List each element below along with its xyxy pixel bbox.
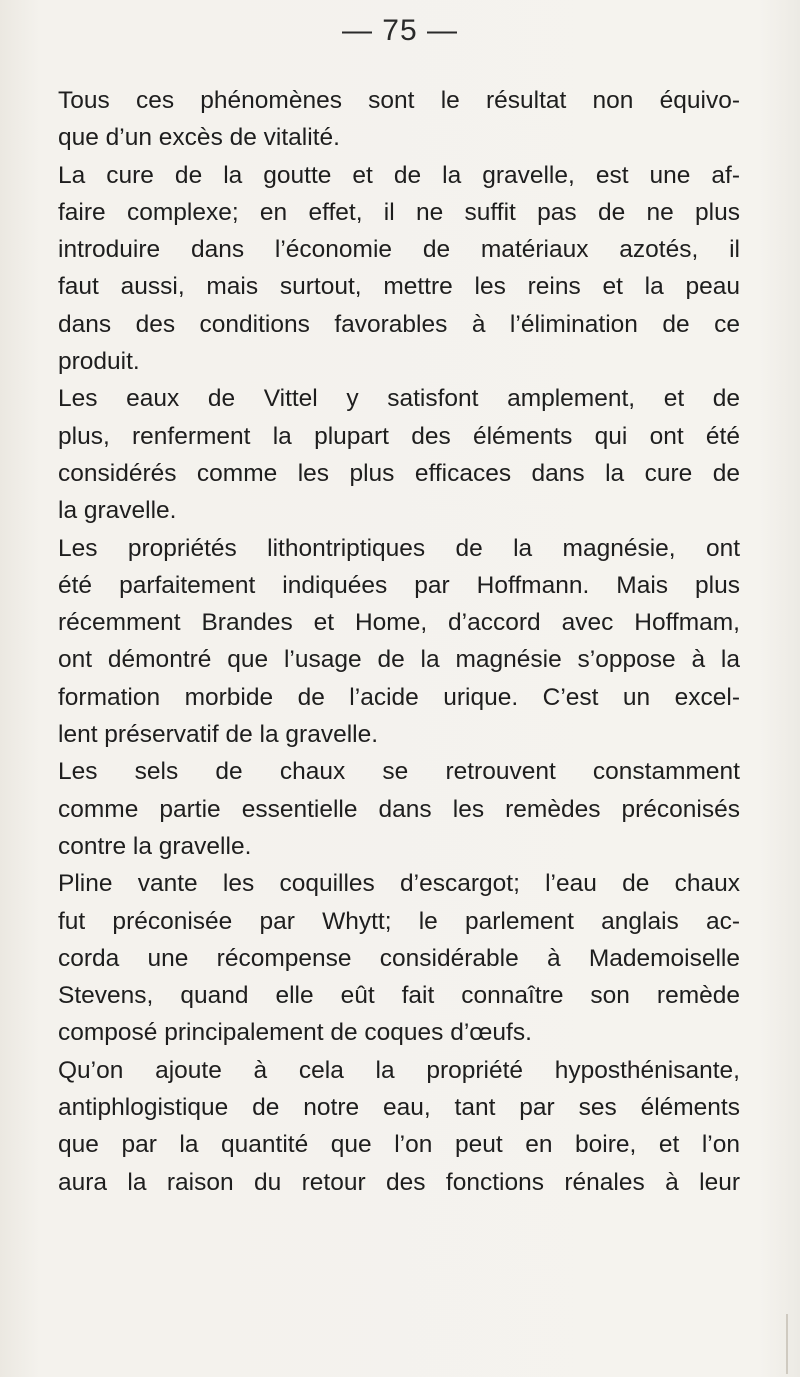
text-line: corda une récompense considérable à Mademoiselle: [58, 944, 740, 972]
text-line: formation morbide de l’acide urique. C’est un excel-: [58, 683, 740, 711]
text-line: contre la gravelle.: [58, 832, 252, 860]
paragraph: [58, 82, 740, 157]
text-line: dans des conditions favorables à l’élimination de ce: [58, 310, 740, 338]
text-line: considérés comme les plus efficaces dans la cure de: [58, 459, 740, 487]
text-line: Les propriétés lithontriptiques de la magnésie, ont: [58, 534, 740, 562]
text-line: aura la raison du retour des fonctions rénales à leur: [58, 1168, 740, 1196]
paragraph: [58, 530, 740, 754]
text-line: plus, renferment la plupart des éléments qui ont été: [58, 422, 740, 450]
page-body: [58, 82, 740, 1201]
text-line: Les eaux de Vittel y satisfont amplement, et de: [58, 385, 740, 413]
text-line: composé principalement de coques d’œufs.: [58, 1019, 532, 1047]
page-number: — 75 —: [341, 14, 459, 47]
paragraph: [58, 865, 740, 1051]
text-line: comme partie essentielle dans les remèdes préconisés: [58, 795, 740, 823]
text-line: produit.: [58, 348, 140, 376]
text-line: introduire dans l’économie de matériaux azotés, il: [58, 236, 740, 264]
text-line: lent préservatif de la gravelle.: [58, 721, 379, 749]
text-line: ont démontré que l’usage de la magnésie s’oppose à la: [58, 646, 740, 674]
text-line: que d’un excès de vitalité.: [58, 124, 340, 152]
text-line: que par la quantité que l’on peut en boire, et l’on: [58, 1131, 740, 1159]
text-line: antiphlogistique de notre eau, tant par ses éléments: [58, 1094, 740, 1122]
text-line: la gravelle.: [58, 497, 177, 525]
text-line: Tous ces phénomènes sont le résultat non équivo-: [58, 87, 740, 114]
text-line: La cure de la goutte et de la gravelle, est une af-: [58, 161, 740, 189]
text-line: Qu’on ajoute à cela la propriété hyposthénisante,: [58, 1056, 740, 1084]
text-line: Pline vante les coquilles d’escargot; l’eau de chaux: [58, 870, 740, 898]
text-line: Les sels de chaux se retrouvent constamment: [58, 758, 740, 786]
text-line: Stevens, quand elle eût fait connaître son remède: [58, 982, 740, 1010]
paragraph: [58, 380, 740, 529]
text-line: faire complexe; en effet, il ne suffit pas de ne plus: [58, 198, 740, 226]
text-line: faut aussi, mais surtout, mettre les reins et la peau: [58, 273, 740, 301]
text-line: été parfaitement indiquées par Hoffmann. Mais plus: [58, 571, 740, 599]
paragraph: [58, 157, 740, 381]
text-line: récemment Brandes et Home, d’accord avec Hoffmam,: [58, 609, 740, 637]
page-edge-mark: [786, 1314, 788, 1374]
text-line: fut préconisée par Whytt; le parlement anglais ac-: [58, 907, 740, 935]
paragraph: [58, 753, 740, 865]
paragraph: [58, 1052, 740, 1201]
